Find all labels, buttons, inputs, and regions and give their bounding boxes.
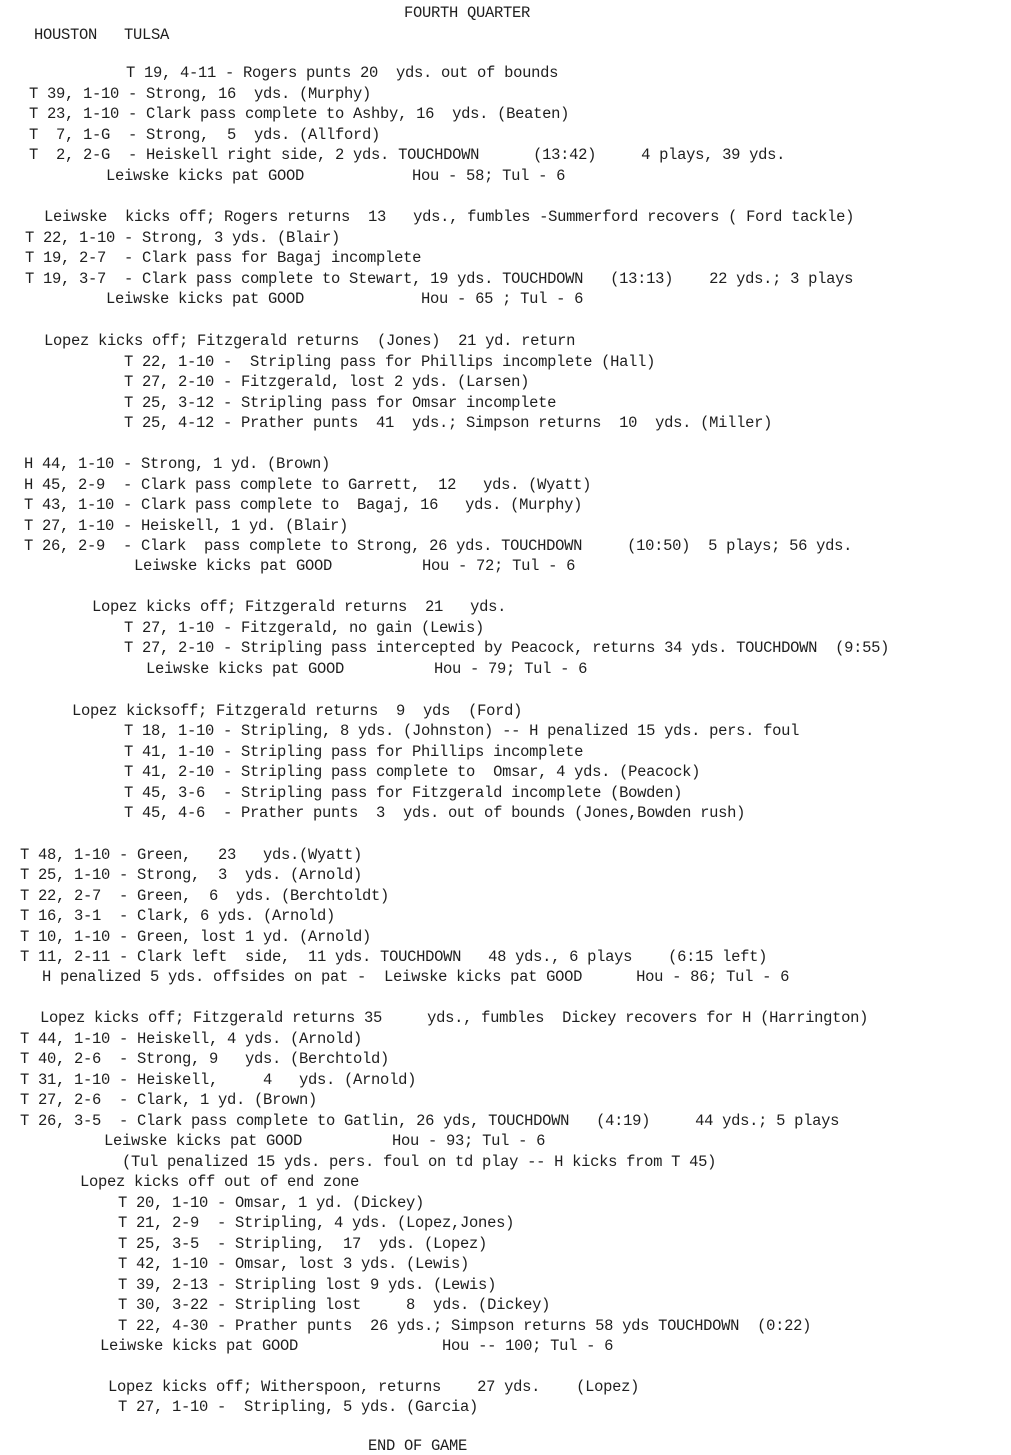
play-line: T 21, 2-9 - Stripling, 4 yds. (Lopez,Jones) [118,1214,515,1232]
play-line: T 39, 1-10 - Strong, 16 yds. (Murphy) [29,85,372,103]
play-line: T 31, 1-10 - Heiskell, 4 yds. (Arnold) [20,1071,417,1089]
play-line: (Tul penalized 15 yds. pers. foul on td play -- H kicks from T 45) [122,1153,717,1171]
play-line: T 27, 1-10 - Heiskell, 1 yd. (Blair) [24,517,349,535]
play-line: T 11, 2-11 - Clark left side, 11 yds. TOUCHDOWN 48 yds., 6 plays (6:15 left) [20,948,768,966]
play-line: T 22, 1-10 - Strong, 3 yds. (Blair) [25,229,341,247]
play-line: T 18, 1-10 - Stripling, 8 yds. (Johnston) -- H penalized 15 yds. pers. foul [124,722,800,740]
play-line: T 16, 3-1 - Clark, 6 yds. (Arnold) [20,907,336,925]
play-line: T 43, 1-10 - Clark pass complete to Bagaj, 16 yds. (Murphy) [24,496,583,514]
play-line: Lopez kicks off; Fitzgerald returns 35 yds., fumbles Dickey recovers for H (Harrington) [40,1009,869,1027]
play-line: T 27, 2-6 - Clark, 1 yd. (Brown) [20,1091,318,1109]
play-line: T 7, 1-G - Strong, 5 yds. (Allford) [29,126,381,144]
end-of-game-label: END OF GAME [368,1437,468,1455]
play-line: Leiwske kicks pat GOOD Hou -- 100; Tul - 6 [100,1337,614,1355]
play-line: H penalized 5 yds. offsides on pat - Leiwske kicks pat GOOD Hou - 86; Tul - 6 [42,968,790,986]
play-line: Lopez kicks off; Fitzgerald returns (Jones) 21 yd. return [44,332,576,350]
play-line: T 10, 1-10 - Green, lost 1 yd. (Arnold) [20,928,372,946]
play-line: T 27, 2-10 - Stripling pass intercepted by Peacock, returns 34 yds. TOUCHDOWN (9:55) [124,639,890,657]
play-line: T 40, 2-6 - Strong, 9 yds. (Berchtold) [20,1050,390,1068]
play-line: T 25, 3-12 - Stripling pass for Omsar incomplete [124,394,557,412]
play-line: Lopez kicksoff; Fitzgerald returns 9 yds (Ford) [72,702,523,720]
page-title: FOURTH QUARTER [404,4,531,22]
play-line: T 22, 1-10 - Stripling pass for Phillips incomplete (Hall) [124,353,656,371]
play-line: T 26, 2-9 - Clark pass complete to Strong, 26 yds. TOUCHDOWN (10:50) 5 plays; 56 yds. [24,537,853,555]
play-line: Leiwske kicks pat GOOD Hou - 79; Tul - 6 [146,660,588,678]
play-line: T 22, 2-7 - Green, 6 yds. (Berchtoldt) [20,887,390,905]
play-line: T 19, 2-7 - Clark pass for Bagaj incomplete [25,249,422,267]
play-line: T 2, 2-G - Heiskell right side, 2 yds. TOUCHDOWN (13:42) 4 plays, 39 yds. [29,146,786,164]
play-line: T 45, 3-6 - Stripling pass for Fitzgerald incomplete (Bowden) [124,784,683,802]
play-line: T 27, 2-10 - Fitzgerald, lost 2 yds. (Larsen) [124,373,530,391]
play-line: T 22, 4-30 - Prather punts 26 yds.; Simpson returns 58 yds TOUCHDOWN (0:22) [118,1317,812,1335]
play-line: T 27, 1-10 - Fitzgerald, no gain (Lewis) [124,619,485,637]
play-line: Lopez kicks off; Fitzgerald returns 21 yds. [92,598,507,616]
play-line: T 23, 1-10 - Clark pass complete to Ashby, 16 yds. (Beaten) [29,105,570,123]
play-line: T 26, 3-5 - Clark pass complete to Gatlin, 26 yds, TOUCHDOWN (4:19) 44 yds.; 5 plays [20,1112,840,1130]
play-line: Lopez kicks off; Witherspoon, returns 27 yds. (Lopez) [108,1378,640,1396]
play-line: T 41, 2-10 - Stripling pass complete to Omsar, 4 yds. (Peacock) [124,763,701,781]
play-line: T 19, 3-7 - Clark pass complete to Stewart, 19 yds. TOUCHDOWN (13:13) 22 yds.; 3 plays [25,270,854,288]
play-line: T 42, 1-10 - Omsar, lost 3 yds. (Lewis) [118,1255,470,1273]
play-line: T 30, 3-22 - Stripling lost 8 yds. (Dickey) [118,1296,551,1314]
play-line: T 45, 4-6 - Prather punts 3 yds. out of bounds (Jones,Bowden rush) [124,804,746,822]
play-line: H 44, 1-10 - Strong, 1 yd. (Brown) [24,455,331,473]
play-line: T 48, 1-10 - Green, 23 yds.(Wyatt) [20,846,363,864]
play-line: Leiwske kicks pat GOOD Hou - 72; Tul - 6 [134,557,576,575]
play-line: T 20, 1-10 - Omsar, 1 yd. (Dickey) [118,1194,425,1212]
play-line: T 44, 1-10 - Heiskell, 4 yds. (Arnold) [20,1030,363,1048]
play-line: Leiwske kicks pat GOOD Hou - 65 ; Tul - 6 [106,290,584,308]
play-line: T 39, 2-13 - Stripling lost 9 yds. (Lewis) [118,1276,497,1294]
play-line: T 25, 3-5 - Stripling, 17 yds. (Lopez) [118,1235,488,1253]
play-line: Lopez kicks off out of end zone [80,1173,360,1191]
team-header: HOUSTON TULSA [34,26,170,44]
play-line: Leiwske kicks off; Rogers returns 13 yds., fumbles -Summerford recovers ( Ford tackle) [44,208,855,226]
play-line: T 41, 1-10 - Stripling pass for Phillips incomplete [124,743,584,761]
play-line: T 25, 4-12 - Prather punts 41 yds.; Simpson returns 10 yds. (Miller) [124,414,773,432]
play-line: Leiwske kicks pat GOOD Hou - 58; Tul - 6 [106,167,566,185]
play-line: T 25, 1-10 - Strong, 3 yds. (Arnold) [20,866,363,884]
play-line: H 45, 2-9 - Clark pass complete to Garrett, 12 yds. (Wyatt) [24,476,592,494]
play-line: Leiwske kicks pat GOOD Hou - 93; Tul - 6 [104,1132,546,1150]
play-line: T 19, 4-11 - Rogers punts 20 yds. out of bounds [126,64,559,82]
play-line: T 27, 1-10 - Stripling, 5 yds. (Garcia) [118,1398,479,1416]
